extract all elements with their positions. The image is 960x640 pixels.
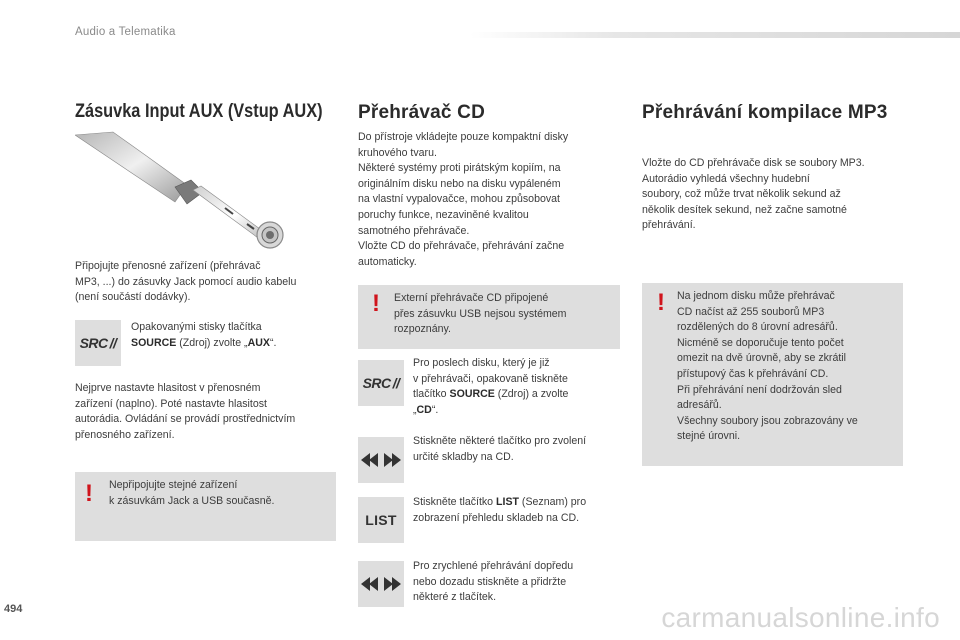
- mp3-intro-line-1: Vložte do CD přehrávače disk se soubory MP3.: [642, 157, 865, 169]
- cd-intro-line-9: automaticky.: [358, 255, 417, 268]
- skip-buttons-icon: [361, 452, 401, 468]
- mp3-heading: Přehrávání kompilace MP3: [642, 102, 888, 123]
- src-button-label: SRC: [79, 335, 108, 351]
- aux-src-instruction: [131, 320, 341, 351]
- aux-src-line-1: Opakovanými stisky tlačítka: [131, 321, 262, 333]
- aux-src-line-2: [131, 336, 341, 352]
- mp3-warning-line-10: stejné úrovni.: [677, 430, 741, 443]
- cd-fast-line-3: některé z tlačítek.: [413, 591, 497, 604]
- source-keyword: SOURCE: [449, 388, 495, 401]
- src-slash-icon: //: [109, 335, 117, 351]
- mp3-intro-line-5: přehrávání.: [642, 219, 696, 232]
- jack-plug-icon: [75, 130, 295, 255]
- aux-volume-text: [75, 381, 350, 443]
- cd-warning-line-3: rozpoznány.: [394, 323, 451, 336]
- mp3-warning-text: [677, 289, 899, 445]
- cd-intro-line-5: na vlastní vypalovačce, mohou způsobovat: [358, 193, 560, 206]
- cd-src-text: [413, 356, 623, 418]
- mp3-intro-line-2: Autorádio vyhledá všechny hudební: [642, 172, 810, 185]
- warning-icon: !: [372, 290, 380, 317]
- cd-src-line-1: Pro poslech disku, který je již: [413, 357, 550, 369]
- mp3-intro-text: [642, 156, 917, 234]
- aux-heading: Zásuvka Input AUX (Vstup AUX): [75, 101, 323, 122]
- cd-intro-line-4: originálním disku nebo na disku vypáleném: [358, 177, 561, 190]
- mp3-warning-line-3: rozdělených do 8 úrovní adresářů.: [677, 321, 838, 334]
- cd-src-text-4a: „: [413, 403, 417, 416]
- aux-volume-line-1: Nejprve nastavte hlasitost v přenosném: [75, 382, 261, 394]
- mp3-warning-line-4: Nicméně se doporučuje tento počet: [677, 336, 844, 349]
- source-keyword: SOURCE: [131, 336, 177, 349]
- cd-fast-line-1: Pro zrychlené přehrávání dopředu: [413, 560, 574, 572]
- mp3-warning-line-1: Na jednom disku může přehrávač: [677, 290, 835, 302]
- aux-src-end: “.: [269, 336, 277, 349]
- cd-skip-line-1: Stiskněte některé tlačítko pro zvolení: [413, 435, 587, 447]
- cd-src-line-4: [413, 403, 623, 419]
- cd-skip-line-2: určité skladby na CD.: [413, 450, 514, 463]
- cd-warning-line-2: přes zásuvku USB nejsou systémem: [394, 307, 567, 320]
- mp3-intro-line-4: několik desítek sekund, než začne samotné: [642, 203, 847, 216]
- cd-warning-text: [394, 291, 616, 338]
- list-keyword: LIST: [496, 496, 519, 508]
- aux-connect-line-1: Připojujte přenosné zařízení (přehrávač: [75, 260, 261, 272]
- aux-volume-line-4: přenosného zařízení.: [75, 428, 175, 441]
- cd-src-line-2: v přehrávači, opakovaně tiskněte: [413, 372, 568, 385]
- warning-icon: !: [85, 480, 93, 507]
- header-bar: [470, 32, 960, 38]
- src-button-aux[interactable]: [75, 320, 121, 366]
- cd-intro-line-6: poruchy funkce, nezaviněné kvalitou: [358, 208, 529, 221]
- warning-icon: !: [657, 289, 665, 316]
- cd-heading: Přehrávač CD: [358, 102, 486, 123]
- mp3-warning-line-6: přístupový čas k přehrávání CD.: [677, 367, 829, 380]
- cd-intro-line-3: Některé systémy proti pirátským kopiím, na: [358, 162, 561, 175]
- aux-connect-line-2: MP3, ...) do zásuvky Jack pomocí audio kabelu: [75, 275, 297, 288]
- aux-volume-line-2: zařízení (naplno). Poté nastavte hlasitost: [75, 397, 267, 410]
- mp3-warning-line-2: CD načíst až 255 souborů MP3: [677, 305, 825, 318]
- aux-src-text: (Zdroj) zvolte „: [176, 336, 248, 349]
- cd-warning-line-1: Externí přehrávače CD připojené: [394, 292, 549, 304]
- mp3-intro-line-3: soubory, což může trvat několik sekund až: [642, 188, 841, 201]
- cd-intro-line-8: Vložte CD do přehrávače, přehrávání začne: [358, 240, 565, 253]
- cd-list-text: [413, 495, 628, 526]
- mp3-warning-line-8: adresářů.: [677, 399, 722, 412]
- mp3-warning-line-9: Všechny soubory jsou zobrazovány ve: [677, 414, 858, 427]
- aux-connect-line-3: (není součástí dodávky).: [75, 291, 191, 304]
- cd-fast-line-2: nebo dozadu stiskněte a přidržte: [413, 575, 567, 588]
- cd-src-line-3: [413, 387, 623, 403]
- cd-intro-line-7: samotného přehrávače.: [358, 224, 470, 237]
- aux-volume-line-3: autorádia. Ovládání se provádí prostřednictvím: [75, 413, 296, 426]
- list-button[interactable]: [358, 497, 404, 543]
- cd-intro-line-1: Do přístroje vkládejte pouze kompaktní disky: [358, 131, 569, 143]
- src-button-cd[interactable]: [358, 360, 404, 406]
- aux-warning-box: [75, 472, 336, 541]
- skip-buttons-track[interactable]: [358, 437, 404, 483]
- mp3-warning-line-7: Při přehrávání není dodržován sled: [677, 383, 842, 396]
- aux-warning-line-1: Nepřipojujte stejné zařízení: [109, 479, 238, 491]
- mp3-warning-line-5: omezit na dvě úrovně, aby se zkrátil: [677, 352, 846, 365]
- cd-intro-line-2: kruhového tvaru.: [358, 146, 437, 159]
- mp3-warning-box: [642, 283, 903, 466]
- cd-list-line-1: [413, 495, 628, 511]
- cd-list-text-1b: (Seznam) pro: [518, 496, 587, 508]
- cd-intro-text: [358, 130, 628, 270]
- cd-skip-text: [413, 434, 628, 465]
- aux-connect-text: [75, 259, 345, 306]
- cd-list-text-1a: Stiskněte tlačítko: [413, 496, 497, 508]
- cd-warning-box: [358, 285, 620, 349]
- cd-src-text-4b: “.: [431, 403, 439, 416]
- src-button-label: SRC: [362, 375, 391, 391]
- aux-keyword: AUX: [247, 336, 270, 349]
- list-button-label: LIST: [365, 512, 397, 528]
- aux-warning-text: [109, 478, 329, 509]
- cd-src-text-3b: (Zdroj) a zvolte: [494, 388, 569, 401]
- cd-src-text-3a: tlačítko: [413, 388, 450, 401]
- page-number: 494: [4, 603, 23, 615]
- cd-keyword: CD: [416, 403, 432, 416]
- src-slash-icon: //: [392, 375, 400, 391]
- aux-warning-line-2: k zásuvkám Jack a USB současně.: [109, 494, 275, 507]
- cd-fast-text: [413, 559, 628, 606]
- fast-skip-buttons[interactable]: [358, 561, 404, 607]
- watermark: carmanualsonline.info: [661, 602, 940, 633]
- cd-list-line-2: zobrazení přehledu skladeb na CD.: [413, 511, 580, 524]
- fast-forward-rewind-icon: [361, 576, 401, 592]
- header-title: Audio a Telematika: [75, 26, 176, 38]
